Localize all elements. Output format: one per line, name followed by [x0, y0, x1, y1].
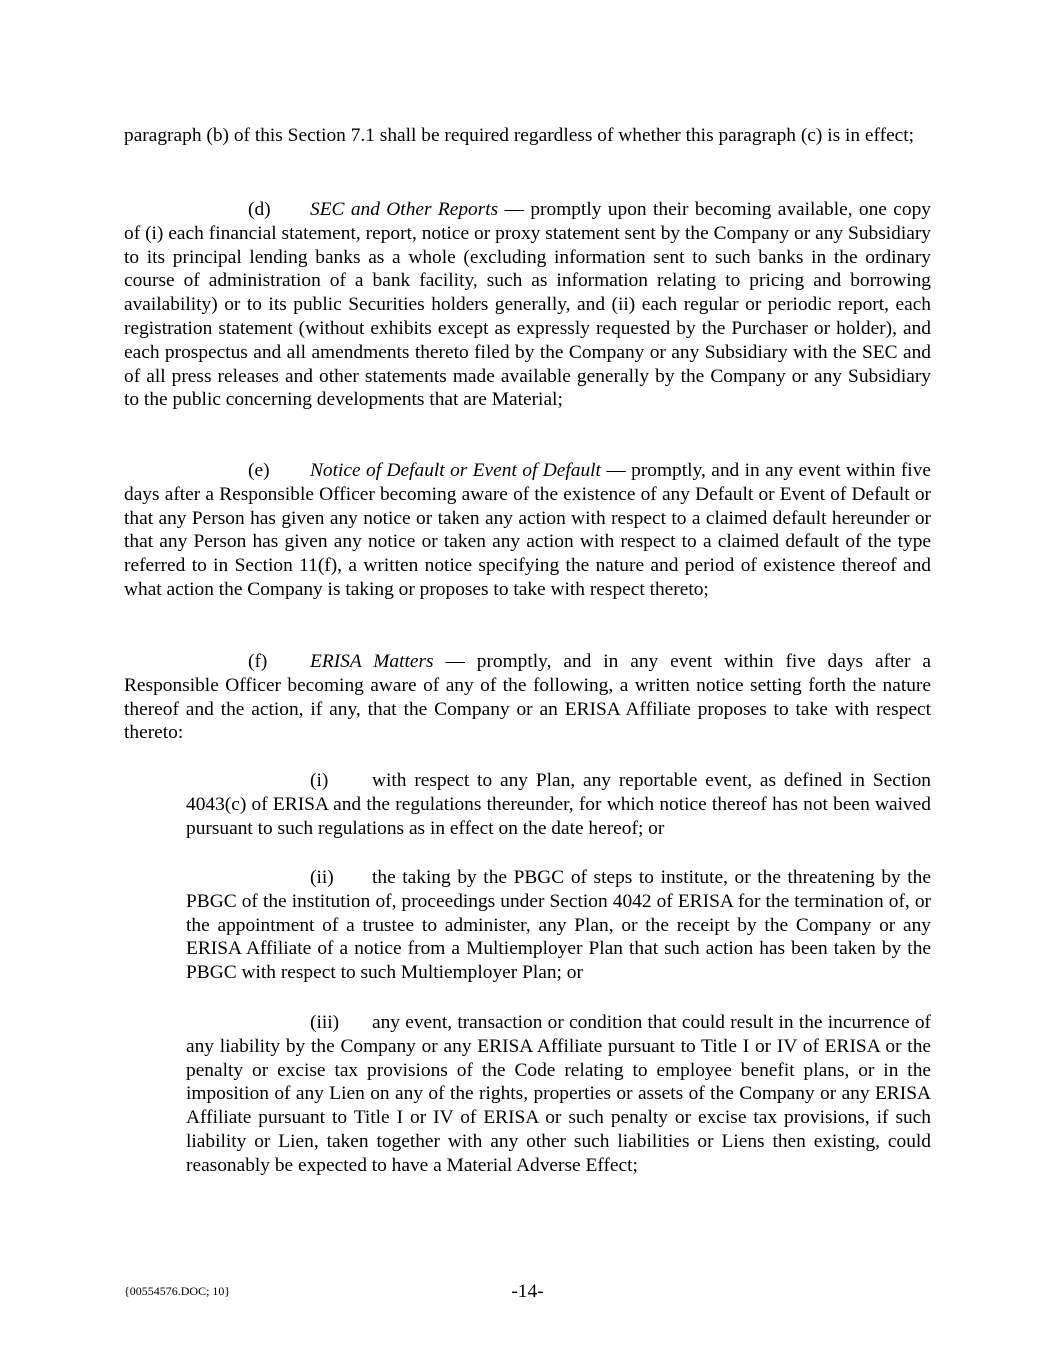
paragraph-d: [124, 198, 931, 412]
paragraph-d-number: (d): [248, 199, 271, 220]
subparagraph-i-number: (i): [310, 770, 329, 791]
page-number: -14-: [511, 1281, 544, 1302]
intro-paragraph: paragraph (b) of this Section 7.1 shall be required regardless of whether this paragraph (c) is in effect;: [124, 125, 915, 146]
subparagraph-iii: [186, 1011, 931, 1178]
paragraph-e-number: (e): [248, 460, 270, 481]
paragraph-e-heading: Notice of Default or Event of Default: [310, 460, 601, 481]
subparagraph-ii: [186, 866, 931, 985]
paragraph-d-text: — promptly upon their becoming available, one copy of (i) each financial statement, report, notice or proxy statement sent by the Company or any Subsidiary to its principal lending banks as a whole (excluding information sent to such banks in the ordinary course of administration of a bank facility, such as information relating to pricing and borrowing availability) or to its public Securities holders generally, and (ii) each regular or periodic report, each registration statement (without exhibits except as expressly requested by the Purchaser or holder), and each prospectus and all amendments thereto filed by the Company or any Subsidiary with the SEC and of all press releases and other statements made available generally by the Company or any Subsidiary to the public concerning developments that are Material;: [124, 199, 931, 411]
paragraph-e-text: — promptly, and in any event within five days after a Responsible Officer becoming aware of the existence of any Default or Event of Default or that any Person has given any notice or taken any action with respect to a claimed default hereunder or that any Person has given any notice or taken any action with respect to a claimed default of the type referred to in Section 11(f), a written notice specifying the nature and period of existence thereof and what action the Company is taking or proposes to take with respect thereto;: [124, 460, 931, 600]
subparagraph-i: [186, 769, 931, 840]
paragraph-d-heading: SEC and Other Reports: [310, 199, 499, 220]
paragraph-f-number: (f): [248, 651, 268, 672]
paragraph-f-heading: ERISA Matters: [310, 651, 434, 672]
paragraph-f-text: — promptly, and in any event within five days after a Responsible Officer becoming aware of any of the following, a written notice setting forth the nature thereof and the action, if any, that the Company or an ERISA Affiliate proposes to take with respect thereto:: [124, 651, 931, 744]
subparagraph-ii-text: the taking by the PBGC of steps to institute, or the threatening by the PBGC of the institution of, proceedings under Section 4042 of ERISA for the termination of, or the appointment of a trustee to administer, any Plan, or the receipt by the Company or any ERISA Affiliate of a notice from a Multiemployer Plan that such action has been taken by the PBGC with respect to such Multiemployer Plan; or: [186, 867, 931, 984]
paragraph-e: [124, 459, 931, 602]
subparagraph-ii-number: (ii): [310, 867, 334, 888]
paragraph-f: [124, 650, 931, 745]
subparagraph-iii-text: any event, transaction or condition that could result in the incurrence of any liability by the Company or any ERISA Affiliate pursuant to Title I or IV of ERISA or the penalty or excise tax provisions of the Code relating to employee benefit plans, or in the imposition of any Lien on any of the rights, properties or assets of the Company or any ERISA Affiliate pursuant to Title I or IV of ERISA or such penalty or excise tax provisions, if such liability or Lien, taken together with any other such liabilities or Liens then existing, could reasonably be expected to have a Material Adverse Effect;: [186, 1012, 931, 1176]
document-code: {00554576.DOC; 10}: [124, 1284, 231, 1298]
subparagraph-iii-number: (iii): [310, 1012, 340, 1033]
subparagraph-i-text: with respect to any Plan, any reportable event, as defined in Section 4043(c) of ERISA and the regulations thereunder, for which notice thereof has not been waived pursuant to such regulations as in effect on the date hereof; or: [186, 770, 931, 839]
